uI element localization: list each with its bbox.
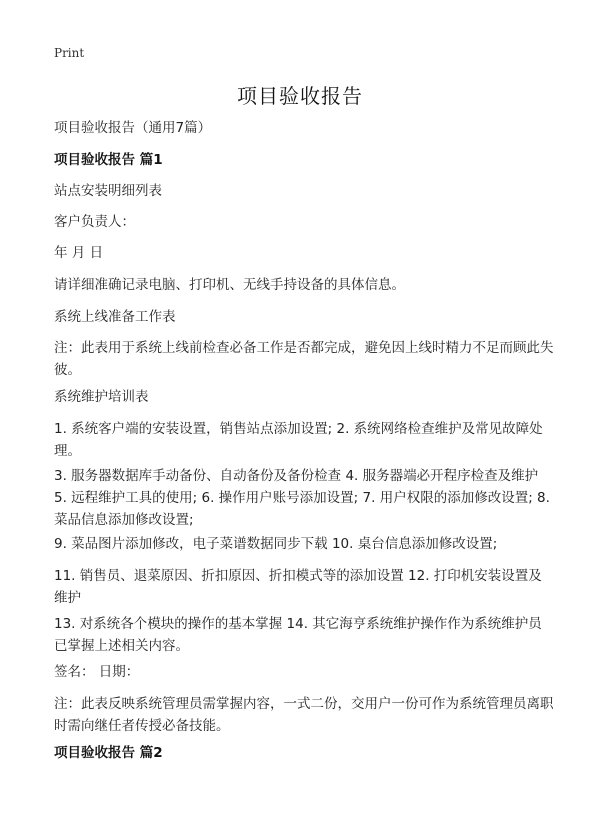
paragraph-launch-table: 系统上线准备工作表	[54, 309, 176, 325]
section-heading-2: 项目验收报告 篇2	[54, 745, 163, 761]
paragraph-items-1-2: 1. 系统客户端的安装设置，销售站点添加设置; 2. 系统网络检查维护及常见故障处理。	[54, 421, 543, 459]
paragraph-final-note: 注：此表反映系统管理员需掌握内容，一式二份，交用户一份可作为系统管理员离职时需向继任者传授必备技能。	[54, 696, 554, 734]
paragraph-items-13-14: 13. 对系统各个模块的操作的基本掌握 14. 其它海亨系统维护操作作为系统维护员已掌握上述相关内容。	[54, 616, 542, 654]
section-heading-1: 项目验收报告 篇1	[54, 152, 163, 168]
paragraph-station-list: 站点安装明细列表	[54, 183, 162, 199]
paragraph-items-3-8: 3. 服务器数据库手动备份、自动备份及备份检查 4. 服务器端必开程序检查及维护 5. 远程维护工具的使用; 6. 操作用户账号添加设置; 7. 用户权限的添加修改设置; 8. 菜品信息添加修改设置;	[54, 468, 550, 528]
paragraph-date: 年 月 日	[54, 245, 104, 261]
paragraph-launch-note: 注：此表用于系统上线前检查必备工作是否都完成，避免因上线时精力不足而顾此失彼。	[54, 340, 554, 378]
paragraph-customer-contact: 客户负责人：	[54, 214, 135, 230]
paragraph-items-11-12: 11. 销售员、退菜原因、折扣原因、折扣模式等的添加设置 12. 打印机安装设置及维护	[54, 568, 542, 606]
paragraph-signature: 签名： 日期：	[54, 664, 140, 680]
print-link[interactable]: Print	[54, 46, 85, 60]
document-subtitle: 项目验收报告（通用7篇）	[54, 120, 212, 136]
paragraph-record-info: 请详细准确记录电脑、打印机、无线手持设备的具体信息。	[54, 277, 405, 293]
paragraph-items-9-10: 9. 菜品图片添加修改，电子菜谱数据同步下载 10. 桌台信息添加修改设置;	[54, 536, 498, 552]
paragraph-training-table: 系统维护培训表	[54, 389, 149, 405]
page-title: 项目验收报告	[237, 84, 363, 108]
